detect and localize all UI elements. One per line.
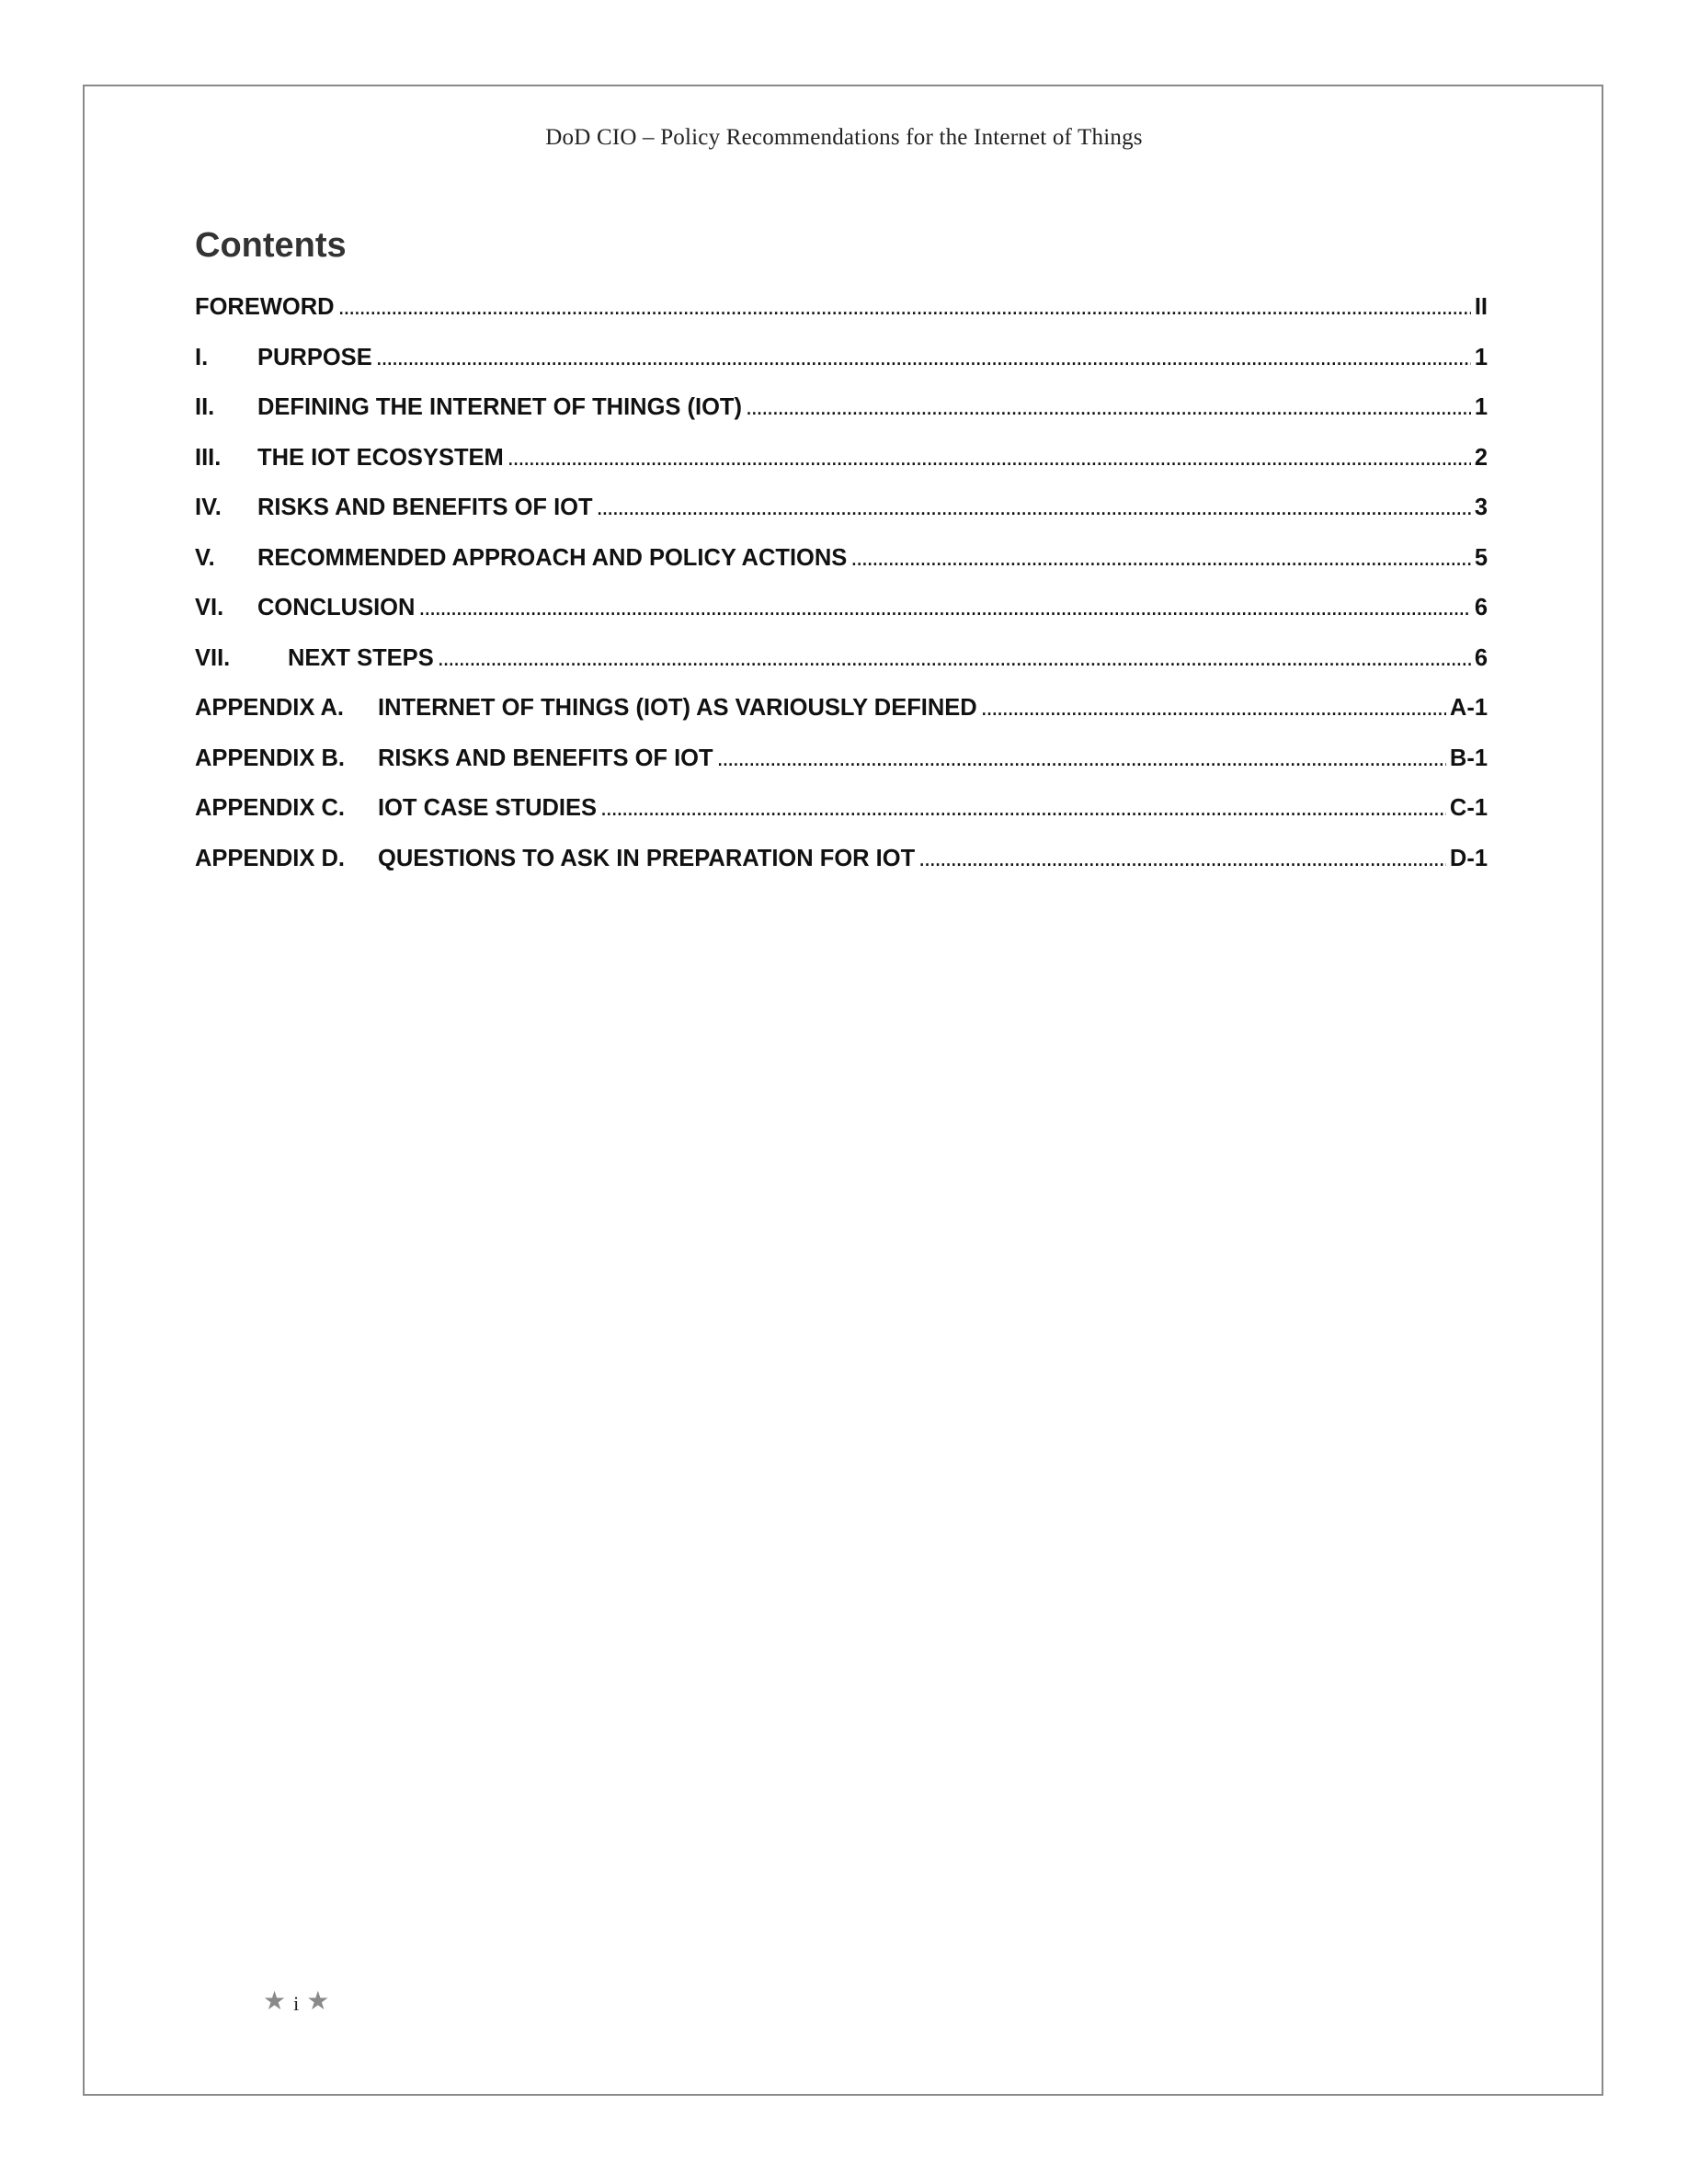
toc-entry-page: D-1 [1449,845,1488,871]
toc-entry-number: V. [195,544,215,571]
toc-entry-appendix-a[interactable] [195,689,1488,740]
toc-entry-risks-benefits[interactable] [195,489,1488,540]
toc-entry-appendix-c[interactable] [195,790,1488,840]
toc-entry-defining-iot[interactable] [195,389,1488,439]
toc-entry-page: C-1 [1449,795,1488,821]
toc-dot-leader [918,840,1446,877]
toc-entry-label: DEFINING THE INTERNET OF THINGS (IOT) [257,394,742,420]
toc-entry-number: III. [195,444,222,471]
star-icon: ★ [263,1987,287,2016]
toc-entry-page: 6 [1474,595,1488,620]
toc-dot-leader [746,389,1471,426]
toc-entry-foreword[interactable] [195,289,1488,339]
toc-entry-appendix-d[interactable] [195,840,1488,891]
toc-dot-leader [717,740,1446,777]
toc-entry-label: THE IOT ECOSYSTEM [257,444,504,471]
running-header: DoD CIO – Policy Recommendations for the Internet of Things [545,125,1143,150]
toc-entry-iot-ecosystem[interactable] [195,439,1488,490]
toc-entry-page: 3 [1474,495,1488,520]
toc-entry-number: IV. [195,495,222,520]
toc-entry-purpose[interactable] [195,339,1488,390]
toc-entry-page: II [1474,294,1488,320]
toc-entry-label: CONCLUSION [257,595,416,620]
toc-dot-leader [418,589,1470,626]
toc-entry-page: 1 [1474,344,1488,370]
toc-entry-label: RISKS AND BENEFITS OF IOT [257,495,593,520]
toc-dot-leader [438,640,1471,677]
toc-entry-conclusion[interactable] [195,589,1488,640]
toc-dot-leader [600,790,1446,826]
toc-title: Contents [195,226,347,265]
toc-entry-label: INTERNET OF THINGS (IOT) AS VARIOUSLY DEFINED [378,695,977,721]
toc-entry-number: II. [195,394,215,420]
toc-entry-number: I. [195,344,209,370]
toc-entry-page: 2 [1474,444,1488,471]
toc-dot-leader [850,540,1471,576]
toc-dot-leader [508,439,1471,476]
toc-entry-number: APPENDIX A. [195,695,345,721]
toc-entry-label: QUESTIONS TO ASK IN PREPARATION FOR IOT [378,845,916,871]
toc-entry-appendix-b[interactable] [195,740,1488,791]
toc-entry-number: APPENDIX B. [195,745,345,771]
toc-entry-label: PURPOSE [257,344,372,370]
toc-entry-page: B-1 [1449,745,1488,771]
toc-dot-leader [338,289,1471,325]
toc-entry-number: APPENDIX C. [195,795,345,821]
toc-dot-leader [376,339,1471,376]
toc-entry-recommended-approach[interactable] [195,540,1488,590]
toc-entry-number: VII. [195,644,231,671]
toc-entry-page: 1 [1474,394,1488,420]
page-number: i [293,1992,300,2015]
page-footer [263,1985,329,2017]
toc-entry-label: IOT CASE STUDIES [378,795,598,821]
toc-entry-label: RISKS AND BENEFITS OF IOT [378,745,713,771]
toc-entry-page: A-1 [1449,695,1488,721]
toc-entry-number: VI. [195,595,224,620]
toc-entry-page: 5 [1474,544,1488,571]
toc-entry-next-steps[interactable] [195,640,1488,690]
toc-entry-page: 6 [1474,644,1488,671]
toc-entry-label: NEXT STEPS [288,644,434,671]
star-icon: ★ [306,1987,330,2016]
toc-entry-label: RECOMMENDED APPROACH AND POLICY ACTIONS [257,544,848,571]
toc-dot-leader [981,689,1446,726]
table-of-contents [195,289,1488,890]
toc-entry-label: FOREWORD [195,294,335,320]
toc-entry-number: APPENDIX D. [195,845,345,871]
toc-dot-leader [597,489,1471,526]
